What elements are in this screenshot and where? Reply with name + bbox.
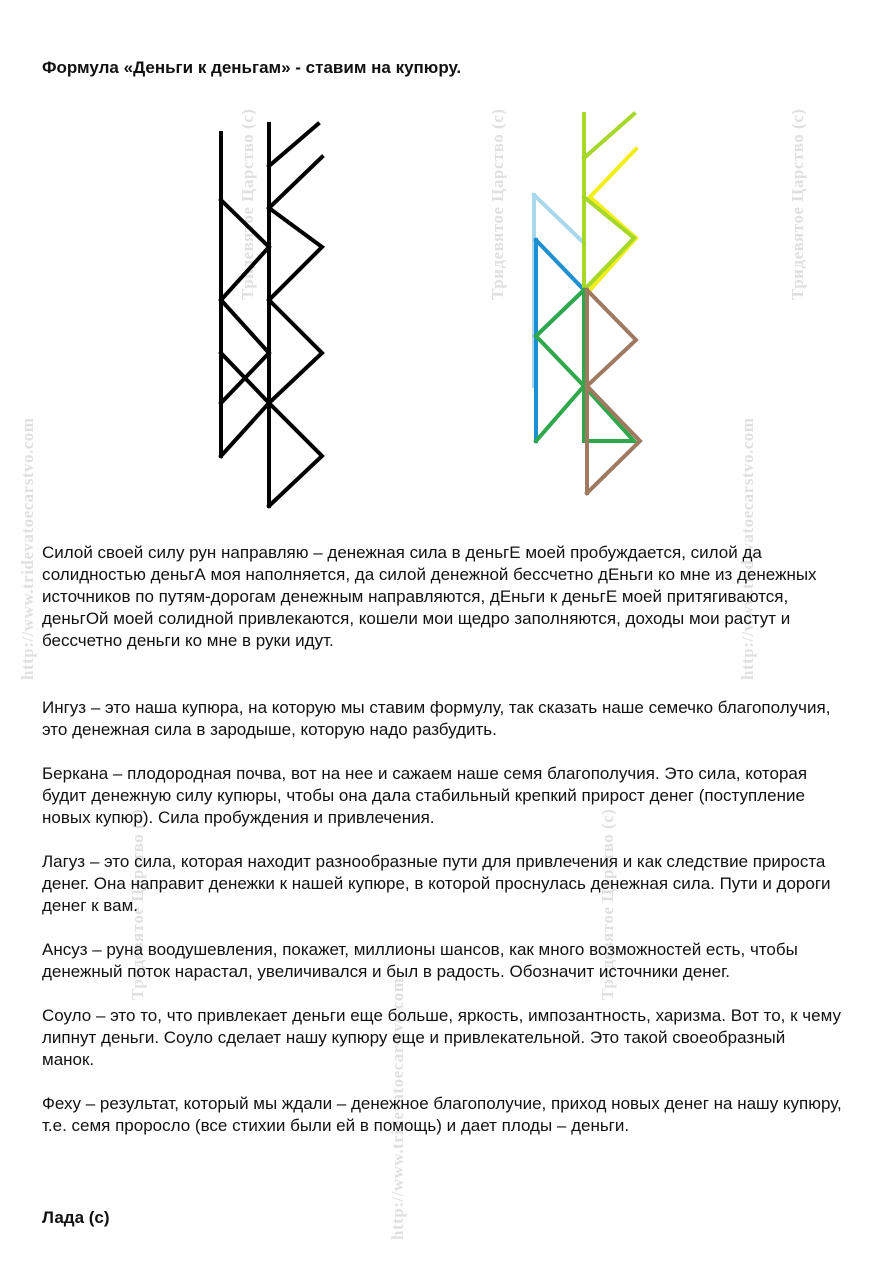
watermark-text: Тридевятое Царство (с) xyxy=(488,108,507,300)
paragraph-inguz: Ингуз – это наша купюра, на которую мы ставим формулу, так сказать наше семечко благополучия, это денежная сила в зародыше, которую надо разбудить. xyxy=(42,698,831,739)
brown-upper xyxy=(587,290,636,386)
laguz-branch xyxy=(269,208,322,300)
berkana-right-upper xyxy=(269,300,322,403)
rune-formula-black xyxy=(221,124,322,506)
formula-text: Силой своей силу рун направляю – денежная сила в деньгЕ моей пробуждается, силой да солидностью деньгА моя наполняется, да силой денежной бессчетно дЕньги ко мне из денежных источников по путям-дорогам денежным направляются, дЕньги к деньгЕ моей притягиваются, деньгОй моей солидной привлекаются, кошели мои щедро заполняются, доходы мои растут и бессчетно деньги ко мне в руки идут. xyxy=(42,543,817,650)
inguz-left xyxy=(221,353,269,456)
rune-formula-colored xyxy=(534,114,640,493)
lime-branch-upper xyxy=(584,114,634,158)
green-right-lower xyxy=(584,386,634,441)
berkana-left-upper xyxy=(221,200,269,300)
green-top xyxy=(536,290,584,336)
rune-descriptions xyxy=(42,697,842,1137)
watermark-url: http://www.tridevatoecarstvo.com xyxy=(18,417,37,680)
green-left xyxy=(536,336,584,441)
blue-branch xyxy=(536,240,584,336)
watermark-url: http://www.tridevatoecarstvo.com xyxy=(388,977,407,1240)
rune-formula-figure xyxy=(0,0,880,520)
paragraph-laguz: Лагуз – это сила, которая находит разнообразные пути для привлечения и как следствие прироста денег. Она направит денежки к нашей купюре, в которой проснулась денежная сила. Пути и дороги денег к вам. xyxy=(42,852,831,915)
fehu-branch-upper xyxy=(269,124,318,166)
watermark-text: Тридевятое Царство (с) xyxy=(238,108,257,300)
yellow-branch xyxy=(590,149,636,197)
watermark-text: Тридевятое Царство (с) xyxy=(788,108,807,300)
formula-incantation xyxy=(42,542,842,652)
lime-laguz xyxy=(584,197,634,290)
paragraph-ansuz: Ансуз – руна воодушевления, покажет, миллионы шансов, как много возможностей есть, чтобы денежный поток нарастал, увеличивался и был в радость. Обозначит источники денег. xyxy=(42,940,798,981)
berkana-right-lower xyxy=(269,403,322,506)
watermark-text: Тридевятое Царство (с) xyxy=(598,808,617,1000)
paragraph-berkana: Беркана – плодородная почва, вот на нее и сажаем наше семя благополучия. Это сила, которая будит денежную силу купюры, чтобы она дала стабильный крепкий прирост денег (поступление новых купюр). Сила пробуждения и привлечения. xyxy=(42,764,808,827)
watermark-text: Тридевятое Царство (с) xyxy=(128,808,147,1000)
berkana-left-lower xyxy=(221,300,269,403)
fehu-branch-lower xyxy=(269,157,322,208)
watermark-url: http://www.tridevatoecarstvo.com xyxy=(738,417,757,680)
paragraph-fehu: Феху – результат, который мы ждали – денежное благополучие, приход новых денег на нашу купюру, т.е. семя проросло (все стихии были ей в помощь) и дает плоды – деньги. xyxy=(42,1094,842,1135)
paragraph-soulo: Соуло – это то, что привлекает деньги еще больше, яркость, импозантность, харизма. Вот то, к чему липнут деньги. Соуло сделает нашу купюру еще и привлекательной. Это такой своеобразный манок. xyxy=(42,1006,841,1069)
light-blue-branch xyxy=(534,195,584,243)
page-title: Формула «Деньги к деньгам» - ставим на купюру. xyxy=(42,58,462,77)
signature: Лада (с) xyxy=(42,1208,110,1227)
